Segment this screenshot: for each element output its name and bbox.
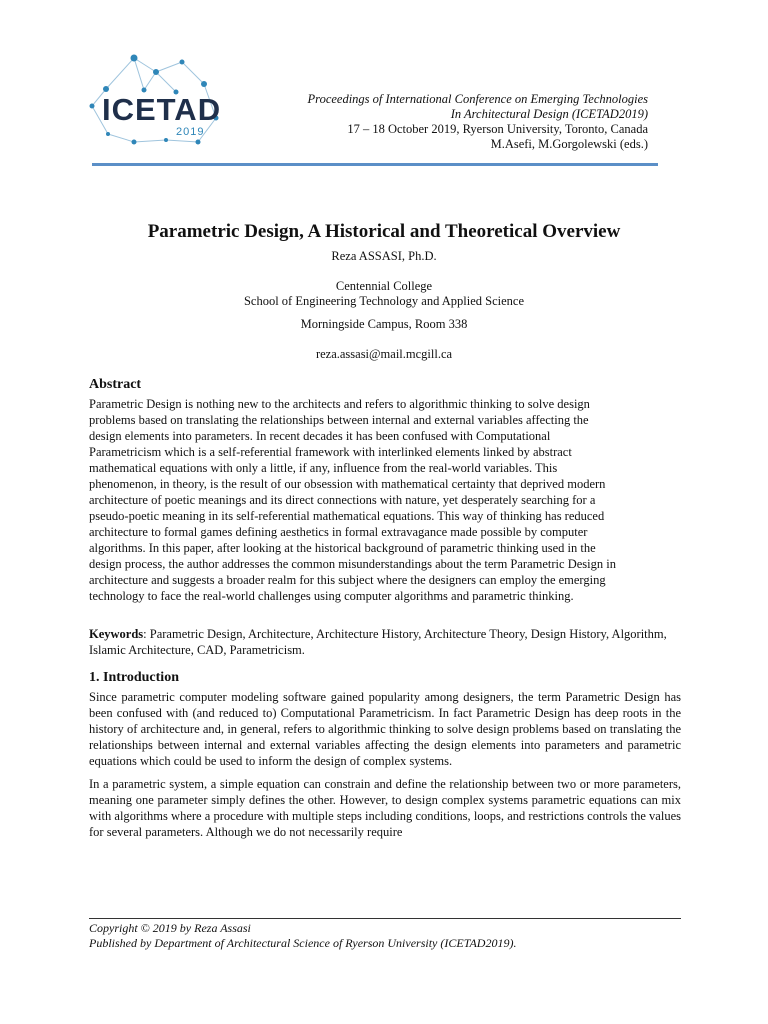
abstract-section bbox=[89, 377, 681, 604]
logo-year: 2019 bbox=[176, 126, 205, 138]
abstract-line: mathematical equations with only a little, if any, influence from the real-world variables. This bbox=[89, 461, 558, 475]
abstract-line: architecture to formal games defining aesthetics in formal extravagance made possible by computer bbox=[89, 525, 588, 539]
keywords-list: : Parametric Design, Architecture, Architecture History, Architecture Theory, Design History, Algorithm, bbox=[143, 627, 667, 641]
affiliation-school: School of Engineering Technology and Applied Science bbox=[243, 294, 525, 308]
conference-date-place: 17 – 18 October 2019, Ryerson University, Toronto, Canada bbox=[347, 122, 648, 136]
abstract-line: architecture and suggests a broader realm for this subject where the designers can employ the emerging bbox=[89, 573, 606, 587]
keywords-text bbox=[89, 626, 681, 658]
introduction-paragraph-2: In a parametric system, a simple equation can constrain and define the relationship between two or more parameters, meaning one parameter simply defines the other. However, to design complex systems parametric equations can mix with algorithms where a procedure with multiple steps including conditions, loops, and restrictions controls the values for several parameters. Although we do not necessarily require bbox=[89, 777, 681, 839]
abstract-line: design process, the author addresses the common misunderstandings about the term Parametric Design in bbox=[89, 557, 616, 571]
paper-title: Parametric Design, A Historical and Theoretical Overview bbox=[147, 221, 621, 242]
publisher-notice: Published by Department of Architectural Science of Ryerson University (ICETAD2019). bbox=[89, 936, 517, 950]
abstract-line: algorithms. In this paper, after looking at the historical background of parametric thinking used in the bbox=[89, 541, 596, 555]
proceedings-info bbox=[308, 92, 648, 152]
editors: M.Asefi, M.Gorgolewski (eds.) bbox=[490, 137, 648, 151]
author-email: reza.assasi@mail.mcgill.ca bbox=[315, 347, 453, 361]
abstract-line: Parametric Design is nothing new to the architects and refers to algorithmic thinking to solve design bbox=[89, 397, 590, 411]
author-name: Reza ASSASI, Ph.D. bbox=[331, 249, 437, 263]
abstract-line: phenomenon, in theory, is the result of our obsession with mathematical certainty that deprived modern bbox=[89, 477, 606, 491]
abstract-line: problems based on translating the relationships between internal and external variables affecting the bbox=[89, 413, 589, 427]
logo-text: ICETAD bbox=[102, 92, 222, 127]
keywords-label: Keywords bbox=[89, 627, 144, 641]
icetad-logo bbox=[86, 44, 236, 154]
page-footer bbox=[89, 921, 516, 951]
abstract-body bbox=[89, 396, 681, 604]
keywords-line: Islamic Architecture, CAD, Parametricism. bbox=[89, 643, 305, 657]
abstract-line: design elements into parameters. In recent decades it has been confused with Computational bbox=[89, 429, 551, 443]
proceedings-line2: In Architectural Design (ICETAD2019) bbox=[450, 107, 648, 121]
abstract-line: Parametricism which is a self-referential framework with interlinked elements linked by abstract bbox=[89, 445, 572, 459]
proceedings-line1: Proceedings of International Conference on Emerging Technologies bbox=[307, 92, 648, 106]
introduction-paragraph-1: Since parametric computer modeling software gained popularity among designers, the term Parametric Design has been confused with (and reduced to) Computational Parametricism. In fact Parametric Design has deep roots in the history of architecture and, in general, refers to algorithmic thinking to solve design problems based on translating the relationships between internal and external variables affecting the design elements into parameters and parametric equations which could be used to inform the design of complex systems. bbox=[89, 690, 681, 768]
footer-divider bbox=[89, 918, 681, 919]
abstract-line: architecture of poetic meanings and its direct connections with nature, yet desperately searching for a bbox=[89, 493, 596, 507]
affiliation-college: Centennial College bbox=[335, 279, 433, 293]
introduction-heading: 1. Introduction bbox=[89, 670, 179, 685]
keywords-line bbox=[89, 626, 681, 642]
keywords-section bbox=[89, 626, 681, 658]
abstract-line: pseudo-poetic meaning in its self-referential mathematical equations. This way of thinking has reduced bbox=[89, 509, 605, 523]
abstract-line: technology to face the real-world challenges using computer algorithms and parametric thinking. bbox=[89, 589, 574, 603]
page-header bbox=[0, 0, 768, 170]
copyright-notice: Copyright © 2019 by Reza Assasi bbox=[89, 921, 251, 935]
abstract-heading: Abstract bbox=[89, 377, 142, 392]
header-divider bbox=[92, 163, 658, 166]
affiliation-campus: Morningside Campus, Room 338 bbox=[300, 317, 468, 331]
introduction-section bbox=[89, 670, 681, 840]
